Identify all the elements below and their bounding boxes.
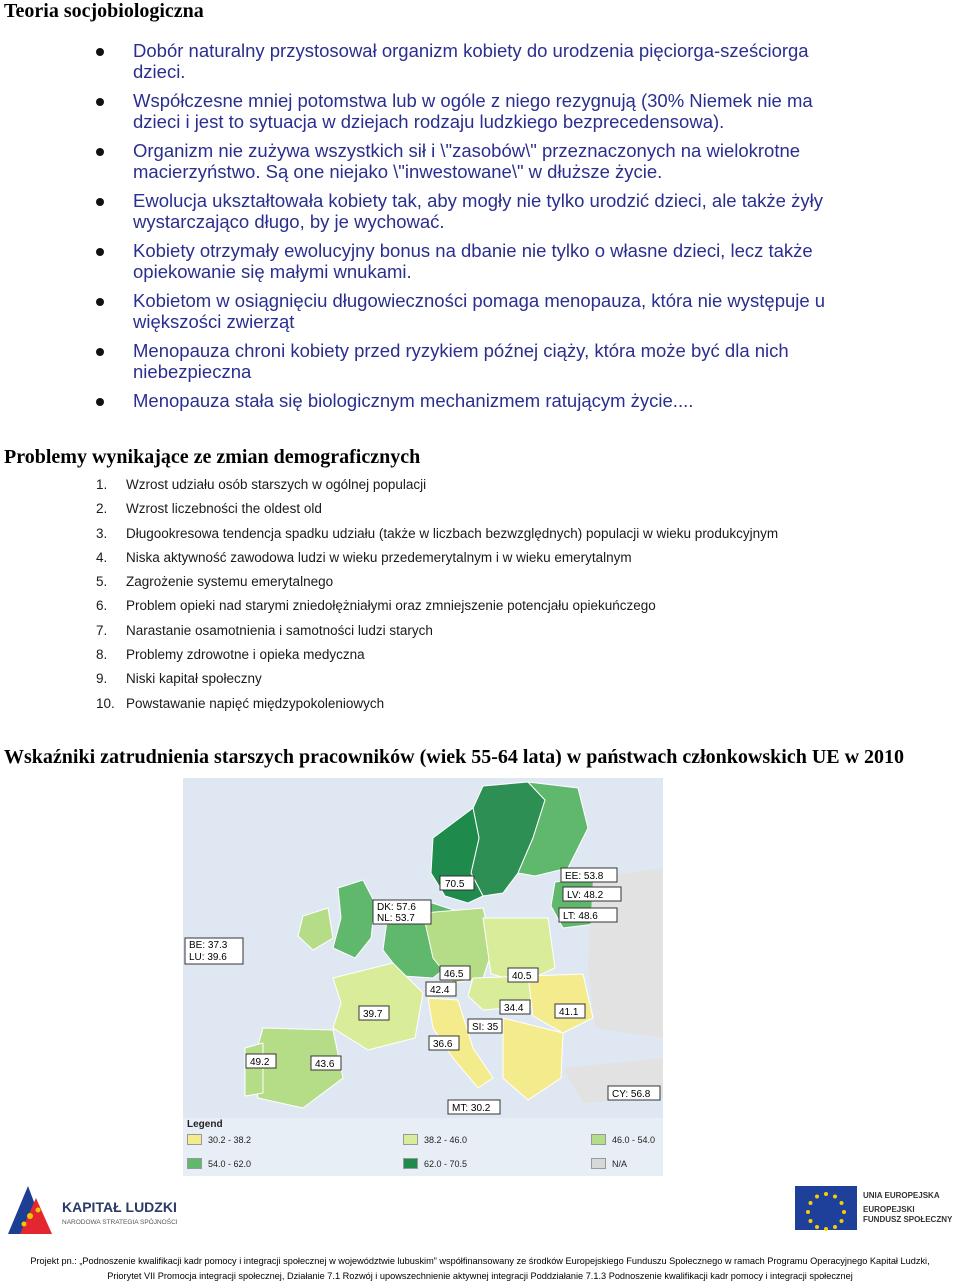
eu-flag-icon: [795, 1186, 955, 1234]
list-item: [96, 473, 956, 497]
list-item-text: Niska aktywność zawodowa ludzi w wieku przedemerytalnym i w wieku emerytalnym: [126, 549, 632, 565]
legend-label: 30.2 - 38.2: [208, 1134, 252, 1145]
bullet-dot-icon: [96, 198, 104, 206]
list-item-number: 1.: [96, 477, 108, 492]
list-item: [96, 594, 956, 618]
list-item-number: 4.: [96, 549, 108, 565]
map-label: 46.5: [444, 969, 464, 980]
list-item-number: 2.: [96, 501, 108, 517]
demographic-problems-list: [96, 473, 956, 716]
list-item-text: Problem opieki nad starymi zniedołężniałymi oraz zmniejszenie potencjału opiekuńczego: [126, 598, 656, 614]
bullet-text: Dobór naturalny przystosował organizm kobiety do urodzenia pięciorga-sześciorga dzieci.: [133, 40, 809, 82]
europe-employment-map: [183, 778, 663, 1118]
logo-sub-text: NARODOWA STRATEGIA SPÓJNOŚCI: [62, 1219, 178, 1226]
list-item-number: 9.: [96, 671, 108, 687]
legend-swatch-icon: [403, 1158, 418, 1169]
map-label: LT: 48.6: [563, 911, 598, 922]
bullet-item: [96, 340, 856, 382]
map-label: LU: 39.6: [189, 952, 227, 963]
list-item-number: 8.: [96, 647, 108, 663]
map-label: 41.1: [559, 1007, 579, 1018]
eu-efs-logo: [795, 1186, 955, 1234]
list-item-text: Problemy zdrowotne i opieka medyczna: [126, 647, 365, 663]
list-item: [96, 570, 956, 594]
map-label: NL: 53.7: [377, 913, 415, 924]
bullet-text: Współczesne mniej potomstwa lub w ogóle z niego rezygnują (30% Niemek nie ma dzieci i jest to sytuacja w dziejach rodzaju ludzkiego bezprecedensowa).: [133, 90, 813, 132]
legend-item: [403, 1158, 467, 1169]
legend-swatch-icon: [187, 1134, 202, 1145]
list-item-text: Wzrost udziału osób starszych w ogólnej populacji: [126, 477, 427, 492]
bullet-text: Ewolucja ukształtowała kobiety tak, aby mogły nie tylko urodzić dzieci, ale także żyły wystarczająco długo, by je wychować.: [133, 190, 823, 232]
footer-line-2: Priorytet VII Promocja integracji społecznej, Działanie 7.1 Rozwój i upowszechnienie aktywnej integracji Poddziałanie 7.1.3 Podnoszenie kwalifikacji kadr pomocy i integracji społecznej: [107, 1271, 853, 1281]
list-item-number: 10.: [96, 695, 115, 711]
map-label: 39.7: [363, 1009, 383, 1020]
legend-swatch-icon: [591, 1158, 606, 1169]
list-item: [96, 692, 956, 716]
map-label: 70.5: [445, 879, 465, 890]
kapital-ludzki-logo: [6, 1180, 206, 1238]
legend-item: [591, 1134, 655, 1145]
eu-line1-text: UNIA EUROPEJSKA: [863, 1191, 940, 1200]
bullet-dot-icon: [96, 48, 104, 56]
map-label: 40.5: [512, 971, 532, 982]
legend-title: Legend: [187, 1119, 223, 1130]
bullet-item: [96, 140, 856, 182]
list-item: [96, 643, 956, 667]
section-title-employment-rates: Wskaźniki zatrudnienia starszych pracowników (wiek 55-64 lata) w państwach członkowskich UE w 2010: [4, 746, 905, 768]
legend-label: 38.2 - 46.0: [424, 1134, 468, 1145]
bullet-dot-icon: [96, 148, 104, 156]
map-label: LV: 48.2: [567, 890, 604, 901]
kapital-ludzki-emblem-icon: [6, 1180, 206, 1238]
list-item: [96, 619, 956, 643]
list-item: [96, 667, 956, 691]
legend-swatch-icon: [591, 1134, 606, 1145]
list-item-number: 7.: [96, 622, 108, 638]
bullet-item: [96, 90, 856, 132]
list-item: [96, 522, 956, 546]
map-label: SI: 35: [472, 1022, 499, 1033]
page-footer: [0, 1254, 960, 1284]
section-title-sociobiology: Teoria socjobiologiczna: [4, 0, 204, 22]
list-item-text: Narastanie osamotnienia i samotności ludzi starych: [126, 622, 433, 638]
map-label: 36.6: [433, 1039, 453, 1050]
eu-line3-text: FUNDUSZ SPOŁECZNY: [863, 1215, 953, 1224]
map-label: EE: 53.8: [565, 871, 604, 882]
map-label: BE: 37.3: [189, 940, 228, 951]
bullet-dot-icon: [96, 298, 104, 306]
bullet-text: Organizm nie zużywa wszystkich sił i \"zasobów\" przeznaczonych na wielokrotne macierzyństwo. Są one niejako \"inwestowane\" w dłuższe życie.: [133, 140, 801, 182]
legend-item: [403, 1134, 467, 1145]
map-label: 49.2: [250, 1057, 270, 1068]
list-item-text: Zagrożenie systemu emerytalnego: [126, 574, 334, 590]
bullet-text: Menopauza chroni kobiety przed ryzykiem późnej ciąży, która może być dla nich niebezpieczna: [133, 340, 789, 382]
legend-swatch-icon: [187, 1158, 202, 1169]
bullet-dot-icon: [96, 248, 104, 256]
legend-label: 62.0 - 70.5: [424, 1158, 468, 1169]
footer-line-1: Projekt pn.: „Podnoszenie kwalifikacji kadr pomocy i integracji społecznej w województwie lubuskim” współfinansowany ze środków Europejskiego Funduszu Społecznego w ramach Programu Operacyjnego Kapitał Ludzki,: [30, 1256, 930, 1266]
bullet-item: [96, 190, 856, 232]
eu-line2-text: EUROPEJSKI: [863, 1205, 915, 1214]
map-label: CY: 56.8: [612, 1089, 651, 1100]
europe-map-graphic: [183, 778, 663, 1118]
list-item: [96, 497, 956, 521]
legend-label: 46.0 - 54.0: [612, 1134, 656, 1145]
list-item-number: 3.: [96, 525, 108, 541]
legend-item: [187, 1158, 251, 1169]
sociobiology-bullet-list: [96, 40, 856, 419]
bullet-item: [96, 240, 856, 282]
list-item-text: Długookresowa tendencja spadku udziału (także w liczbach bezwzględnych) populacji w wieku produkcyjnym: [126, 525, 779, 541]
map-label: 34.4: [504, 1003, 524, 1014]
bullet-text: Kobietom w osiągnięciu długowieczności pomaga menopauza, która nie występuje u większości zwierząt: [133, 290, 826, 332]
section-title-demographic-problems: Problemy wynikające ze zmian demograficznych: [4, 446, 421, 468]
list-item-text: Niski kapitał społeczny: [126, 671, 262, 687]
map-label: 43.6: [315, 1059, 335, 1070]
list-item: [96, 546, 956, 570]
legend-item: [591, 1158, 627, 1169]
list-item-number: 5.: [96, 574, 108, 590]
map-label: DK: 57.6: [377, 902, 416, 913]
list-item-text: Powstawanie napięć międzypokoleniowych: [126, 695, 385, 711]
legend-label: N/A: [612, 1158, 628, 1169]
legend-item: [187, 1134, 251, 1145]
map-label: MT: 30.2: [452, 1103, 491, 1114]
list-item-number: 6.: [96, 598, 108, 614]
logo-main-text: KAPITAŁ LUDZKI: [62, 1199, 177, 1215]
bullet-dot-icon: [96, 348, 104, 356]
bullet-item: [96, 290, 856, 332]
bullet-text: Menopauza stała się biologicznym mechanizmem ratującym życie....: [133, 390, 694, 411]
map-legend: [183, 1118, 663, 1176]
legend-swatch-icon: [403, 1134, 418, 1145]
bullet-text: Kobiety otrzymały ewolucyjny bonus na dbanie nie tylko o własne dzieci, lecz także opiekowanie się małymi wnukami.: [133, 240, 813, 282]
bullet-dot-icon: [96, 98, 104, 106]
bullet-item: [96, 390, 856, 411]
bullet-dot-icon: [96, 398, 104, 406]
bullet-item: [96, 40, 856, 82]
legend-label: 54.0 - 62.0: [208, 1158, 252, 1169]
list-item-text: Wzrost liczebności the oldest old: [126, 501, 322, 517]
map-label: 42.4: [430, 985, 450, 996]
